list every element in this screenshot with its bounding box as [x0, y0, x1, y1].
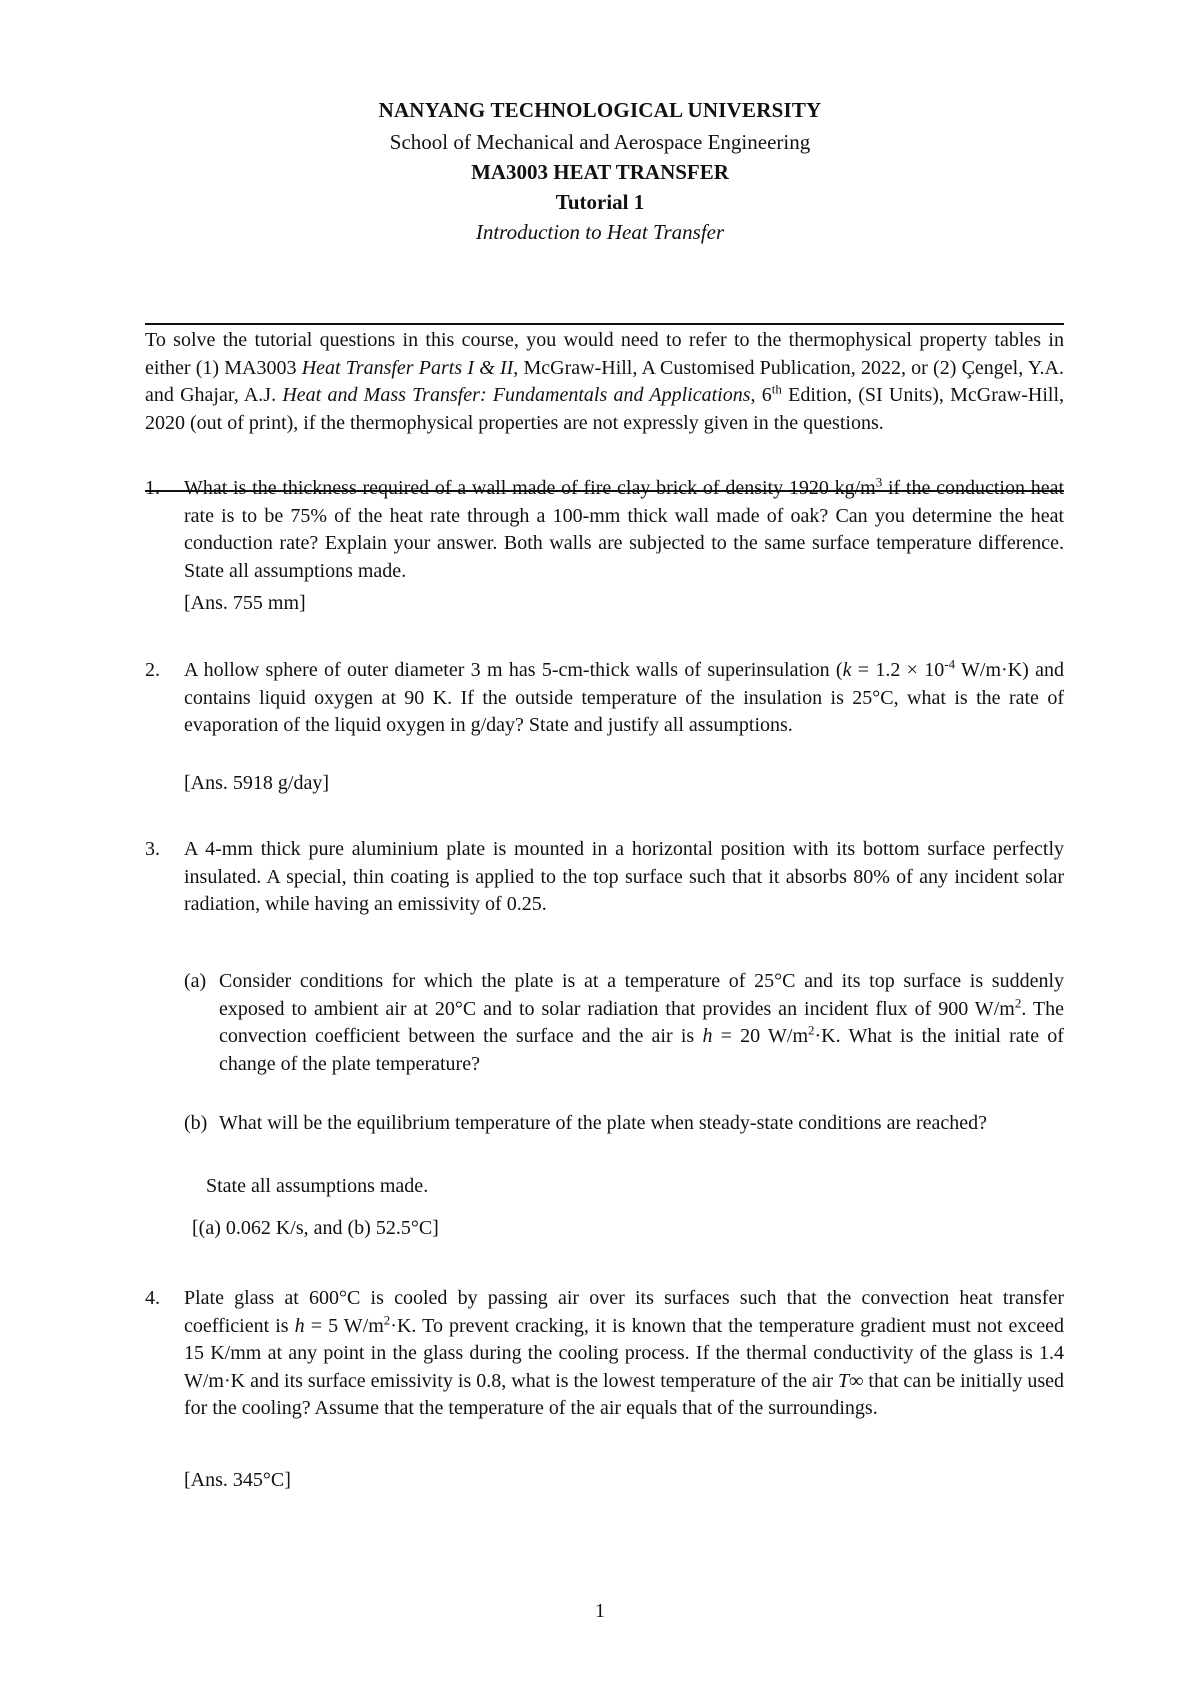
q2-sup: -4 [944, 656, 956, 672]
q1-text-1: What is the thickness required of a wall made of fire clay brick of density 1920 kg/m [184, 477, 876, 499]
q4-var-tinf: T∞ [838, 1369, 864, 1392]
q3a-var-h: h [702, 1025, 713, 1047]
course-title: MA3003 HEAT TRANSFER [471, 160, 729, 184]
q3a-sup-2: 2 [808, 1022, 815, 1038]
q2-text-2: = 1.2 × 10 [851, 659, 945, 681]
q3a-text-4: ·K. What is the initial rate of change of the plate temperature? [219, 1025, 1064, 1075]
q4-var-h: h [294, 1314, 305, 1337]
intro-book-1: Heat Transfer Parts I & II [301, 356, 514, 379]
intro-text-4: Edition, (SI Units), McGraw-Hill, 2020 (out of print), if the thermophysical properties are not expressly given in the questions. [145, 384, 1065, 434]
question-3-assumptions: State all assumptions made. [206, 1175, 429, 1197]
question-text: A 4-mm thick pure aluminium plate is mounted in a horizontal position with its bottom surface perfectly insulated. A special, thin coating is applied to the top surface such that it absorbs 80% of any incident solar radiation, while having an emissivity of 0.25. [184, 838, 1064, 915]
school-name: School of Mechanical and Aerospace Engineering [389, 130, 811, 154]
question-number: 4. [145, 1287, 160, 1309]
top-divider [145, 323, 1064, 325]
tutorial-subtitle: Introduction to Heat Transfer [475, 220, 725, 244]
answer-1: [Ans. 755 mm] [184, 592, 306, 614]
question-number: 1. [145, 477, 160, 499]
question-number: 3. [145, 838, 160, 860]
question-text [184, 1285, 1064, 1423]
question-3-part-a [184, 968, 1064, 1078]
q1-text-2: if the conduction heat rate is to be 75% of the heat rate through a 100-mm thick wall made of oak? Can you determine the heat conduction rate? Explain your answer. Both walls are subjected to the same surface temperature difference. State all assumptions made. [184, 477, 1065, 582]
page-number: 1 [595, 1600, 605, 1622]
q2-text-3: W/m·K) and contains liquid oxygen at 90 K. If the outside temperature of the insulation is 25°C, what is the rate of evaporation of the liquid oxygen in g/day? State and justify all assumptions. [184, 659, 1065, 736]
answer-2: [Ans. 5918 g/day] [184, 772, 329, 794]
question-3 [145, 836, 1064, 919]
part-label: (b) [184, 1112, 208, 1134]
question-text [184, 475, 1064, 585]
q3a-text-3: = 20 W/m [712, 1025, 809, 1047]
intro-text-2: , McGraw-Hill, A Customised Publication, 2022, or (2) Çengel, Y.A. and Ghajar, A.J. [145, 356, 1064, 406]
question-number: 2. [145, 659, 160, 681]
part-text [219, 968, 1064, 1078]
answer-4: [Ans. 345°C] [184, 1469, 291, 1491]
answer-3: [(a) 0.062 K/s, and (b) 52.5°C] [192, 1217, 439, 1239]
q1-sup: 3 [875, 474, 883, 490]
intro-book-2: Heat and Mass Transfer: Fundamentals and Applications [282, 384, 751, 406]
q2-var-k: k [842, 659, 852, 681]
q4-sup: 2 [383, 1311, 391, 1327]
part-text: What will be the equilibrium temperature of the plate when steady-state conditions are reached? [219, 1112, 988, 1134]
q3a-text-2: . The convection coefficient between the surface and the air is [219, 997, 1065, 1047]
q4-text-4: that can be initially used for the cooling? Assume that the temperature of the air equals that of the surroundings. [184, 1369, 1064, 1419]
question-3-part-b [184, 1110, 1064, 1138]
q3a-text-1: Consider conditions for which the plate is at a temperature of 25°C and its top surface is suddenly exposed to ambient air at 20°C and to solar radiation that provides an incident flux of 900 W/m [219, 970, 1064, 1020]
question-2 [145, 657, 1064, 740]
q3a-sup-1: 2 [1014, 994, 1022, 1010]
question-1 [145, 475, 1064, 585]
tutorial-title: Tutorial 1 [555, 190, 645, 214]
university-name: NANYANG TECHNOLOGICAL UNIVERSITY [378, 98, 822, 122]
q4-text-2: = 5 W/m [304, 1314, 384, 1337]
part-label: (a) [184, 970, 207, 992]
question-text [184, 657, 1064, 740]
intro-paragraph [145, 327, 1064, 437]
question-4 [145, 1285, 1064, 1423]
q4-text-1: Plate glass at 600°C is cooled by passing air over its surfaces such that the convection heat transfer coefficient is [184, 1287, 1064, 1337]
q2-text-1: A hollow sphere of outer diameter 3 m has 5-cm-thick walls of superinsulation ( [184, 659, 843, 681]
q4-text-3: ·K. To prevent cracking, it is known that the temperature gradient must not exceed 15 K/mm at any point in the glass during the cooling process. If the thermal conductivity of the glass is 1.4 W/m·K and its surface emissivity is 0.8, what is the lowest temperature of the air [184, 1314, 1064, 1392]
intro-text-3: , 6 [750, 384, 772, 406]
intro-text-1: To solve the tutorial questions in this course, you would need to refer to the thermophysical property tables in either (1) MA3003 [145, 329, 1064, 379]
intro-sup: th [771, 381, 782, 397]
